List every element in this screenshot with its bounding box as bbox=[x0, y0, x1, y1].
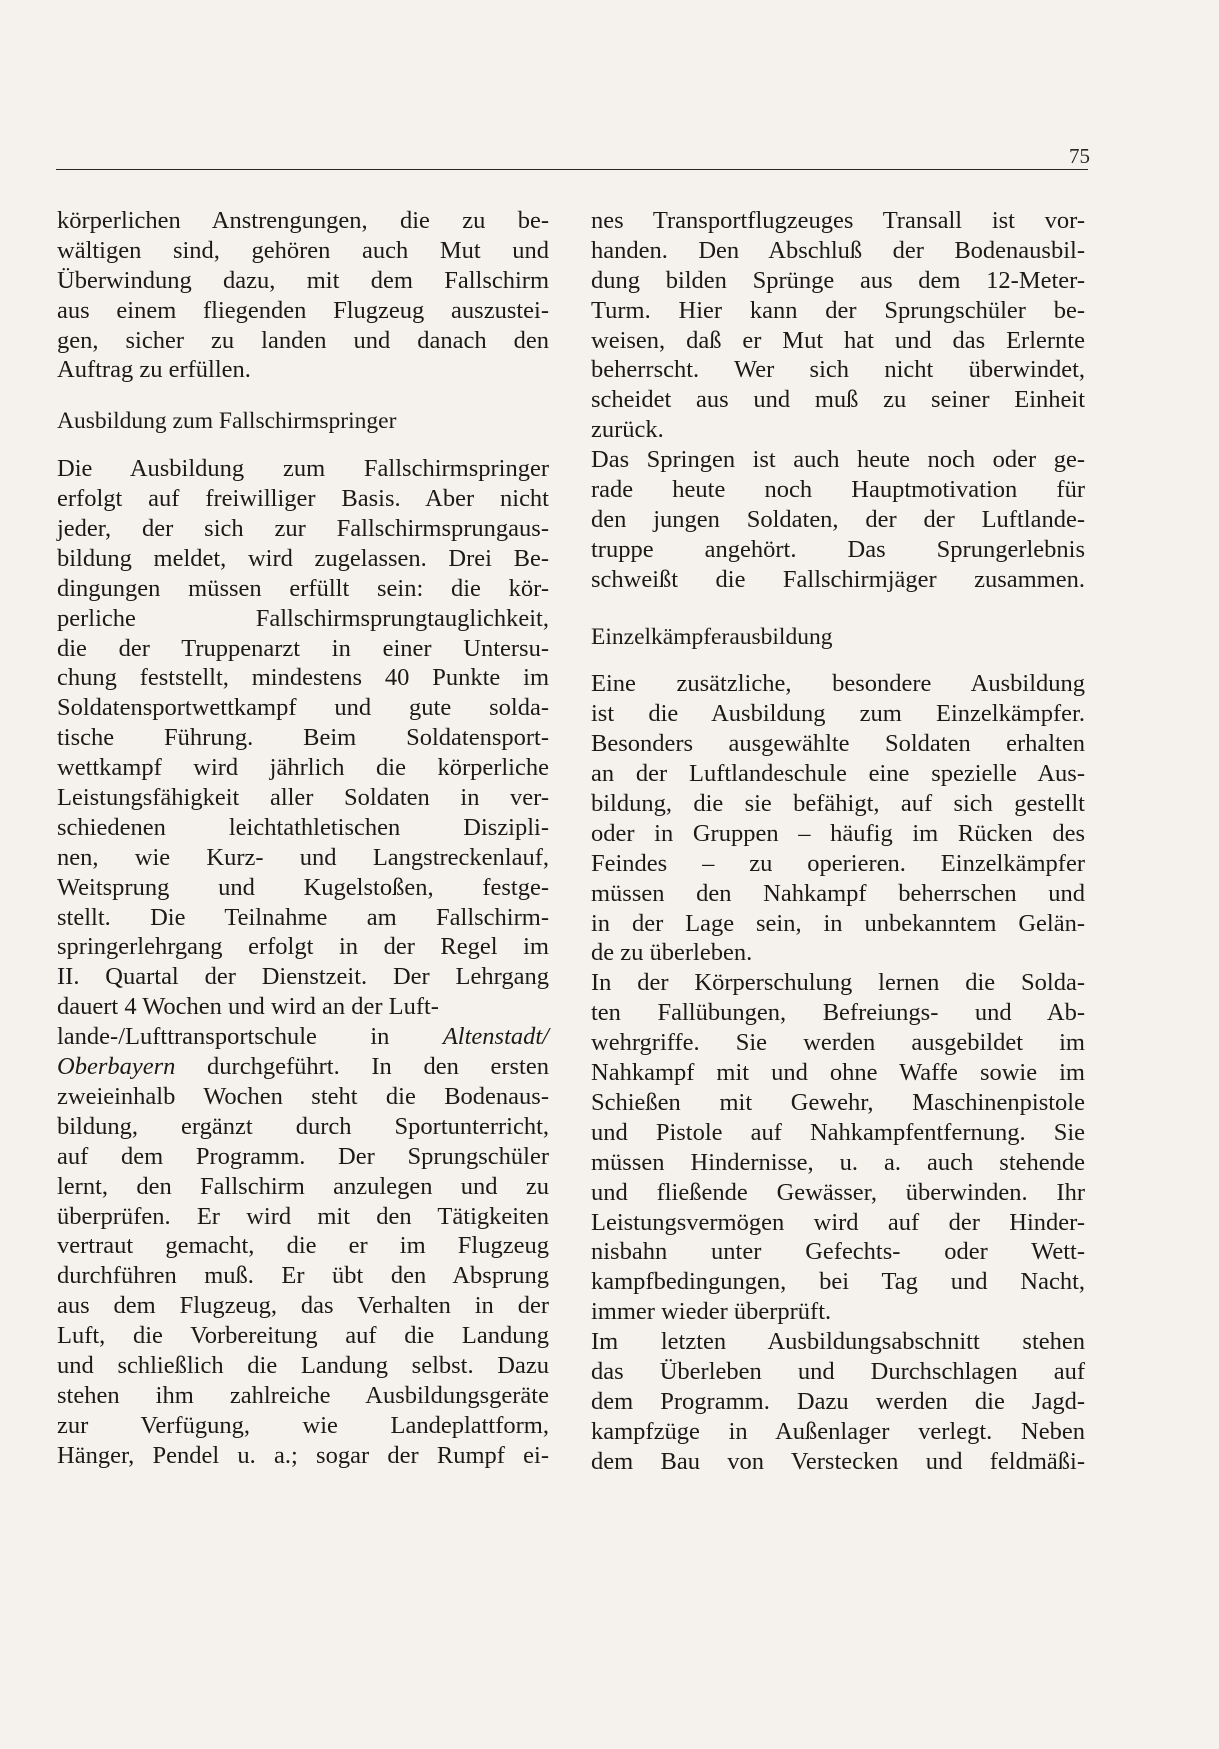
paragraph-line: dung bilden Sprünge aus dem 12-Meter- bbox=[591, 266, 1085, 294]
paragraph-line: jeder, der sich zur Fallschirmsprungaus- bbox=[57, 515, 549, 543]
paragraph-line: kampfbedingungen, bei Tag und Nacht, bbox=[591, 1268, 1085, 1296]
paragraph-line: lande-/Lufttransportschule in Altenstadt/ bbox=[57, 1023, 549, 1051]
paragraph-line: dem Programm. Dazu werden die Jagd- bbox=[591, 1387, 1085, 1415]
paragraph-line: wältigen sind, gehören auch Mut und bbox=[57, 236, 549, 264]
paragraph-line: beherrscht. Wer sich nicht überwindet, bbox=[591, 356, 1085, 384]
left-paragraph-2a bbox=[57, 454, 549, 1022]
right-paragraph-5 bbox=[591, 1327, 1085, 1476]
paragraph-line: stellt. Die Teilnahme am Fallschirm- bbox=[57, 903, 549, 931]
paragraph-line: lernt, den Fallschirm anzulegen und zu bbox=[57, 1172, 549, 1200]
header-rule bbox=[56, 169, 1088, 170]
paragraph-line: aus dem Flugzeug, das Verhalten in der bbox=[57, 1292, 549, 1320]
paragraph-line: bildung, ergänzt durch Sportunterricht, bbox=[57, 1112, 549, 1140]
paragraph-line: bildung, die sie befähigt, auf sich gestellt bbox=[591, 790, 1085, 818]
paragraph-line: nen, wie Kurz- und Langstreckenlauf, bbox=[57, 843, 549, 871]
left-paragraph-2b bbox=[57, 1082, 549, 1471]
paragraph-line: Hänger, Pendel u. a.; sogar der Rumpf ei- bbox=[57, 1441, 549, 1469]
paragraph-line: und fließende Gewässer, überwinden. Ihr bbox=[591, 1178, 1085, 1206]
paragraph-line: chung feststellt, mindestens 40 Punkte im bbox=[57, 664, 549, 692]
left-column bbox=[57, 206, 549, 1471]
paragraph-line: Die Ausbildung zum Fallschirmspringer bbox=[57, 455, 549, 483]
paragraph-line: Nahkampf mit und ohne Waffe sowie im bbox=[591, 1059, 1085, 1087]
paragraph-line: durchführen muß. Er übt den Absprung bbox=[57, 1262, 549, 1290]
paragraph-line: müssen Hindernisse, u. a. auch stehende bbox=[591, 1148, 1085, 1176]
paragraph-line: scheidet aus und muß zu seiner Einheit bbox=[591, 386, 1085, 414]
paragraph-line: aus einem fliegenden Flugzeug auszustei- bbox=[57, 296, 549, 324]
paragraph-line: Leistungsfähigkeit aller Soldaten in ver- bbox=[57, 784, 549, 812]
paragraph-line: ten Fallübungen, Befreiungs- und Ab- bbox=[591, 999, 1085, 1027]
paragraph-line: den jungen Soldaten, der der Luftlande- bbox=[591, 505, 1085, 533]
paragraph-line: Besonders ausgewählte Soldaten erhalten bbox=[591, 730, 1085, 758]
paragraph-line: gen, sicher zu landen und danach den bbox=[57, 326, 549, 354]
paragraph-line: Im letzten Ausbildungsabschnitt stehen bbox=[591, 1328, 1085, 1356]
paragraph-line: zurück. bbox=[591, 416, 664, 444]
paragraph-line: wettkampf wird jährlich die körperliche bbox=[57, 754, 549, 782]
paragraph-line: kampfzüge in Außenlager verlegt. Neben bbox=[591, 1417, 1085, 1445]
paragraph-line: weisen, daß er Mut hat und das Erlernte bbox=[591, 326, 1085, 354]
paragraph-line: rade heute noch Hauptmotivation für bbox=[591, 476, 1085, 504]
paragraph-line: nisbahn unter Gefechts- oder Wett- bbox=[591, 1238, 1085, 1266]
right-column bbox=[591, 206, 1085, 1477]
paragraph-line: Eine zusätzliche, besondere Ausbildung bbox=[591, 670, 1085, 698]
section-heading-einzelkaempfer: Einzelkämpferausbildung bbox=[591, 623, 833, 650]
paragraph-line: Feindes – zu operieren. Einzelkämpfer bbox=[591, 849, 1085, 877]
paragraph-line: das Überleben und Durchschlagen auf bbox=[591, 1357, 1085, 1385]
paragraph-line: II. Quartal der Dienstzeit. Der Lehrgang bbox=[57, 963, 549, 991]
paragraph-line: Schießen mit Gewehr, Maschinenpistole bbox=[591, 1088, 1085, 1116]
left-paragraph-1 bbox=[57, 206, 549, 385]
paragraph-line: müssen den Nahkampf beherrschen und bbox=[591, 879, 1085, 907]
paragraph-line: erfolgt auf freiwilliger Basis. Aber nicht bbox=[57, 485, 549, 513]
place-name-italic: Oberbayern bbox=[57, 1053, 176, 1081]
paragraph-line: Oberbayern durchgeführt. In den ersten bbox=[57, 1053, 549, 1081]
paragraph-line: nes Transportflugzeuges Transall ist vor- bbox=[591, 207, 1085, 234]
paragraph-line: Luft, die Vorbereitung auf die Landung bbox=[57, 1322, 549, 1350]
paragraph-line: oder in Gruppen – häufig im Rücken des bbox=[591, 819, 1085, 847]
paragraph-line: bildung meldet, wird zugelassen. Drei Be- bbox=[57, 544, 549, 572]
paragraph-line: Überwindung dazu, mit dem Fallschirm bbox=[57, 266, 549, 294]
paragraph-line: Soldatensportwettkampf und gute solda- bbox=[57, 694, 549, 722]
paragraph-line: de zu überleben. bbox=[591, 939, 753, 967]
paragraph-line: dauert 4 Wochen und wird an der Luft- bbox=[57, 993, 439, 1021]
paragraph-line: in der Lage sein, in unbekanntem Gelän- bbox=[591, 909, 1085, 937]
paragraph-line: Das Springen ist auch heute noch oder ge- bbox=[591, 446, 1085, 474]
paragraph-line: Weitsprung und Kugelstoßen, festge- bbox=[57, 873, 549, 901]
paragraph-line: zur Verfügung, wie Landeplattform, bbox=[57, 1411, 549, 1439]
paragraph-line: dingungen müssen erfüllt sein: die kör- bbox=[57, 574, 549, 602]
right-paragraph-2 bbox=[591, 445, 1085, 594]
paragraph-line: Turm. Hier kann der Sprungschüler be- bbox=[591, 296, 1085, 324]
paragraph-line: tische Führung. Beim Soldatensport- bbox=[57, 724, 549, 752]
paragraph-line: dem Bau von Verstecken und feldmäßi- bbox=[591, 1447, 1085, 1475]
paragraph-line: und Pistole auf Nahkampfentfernung. Sie bbox=[591, 1118, 1085, 1146]
paragraph-line: immer wieder überprüft. bbox=[591, 1298, 832, 1326]
section-heading-fallschirmspringer: Ausbildung zum Fallschirmspringer bbox=[57, 408, 397, 435]
paragraph-line: schiedenen leichtathletischen Diszipli- bbox=[57, 813, 549, 841]
paragraph-line: körperlichen Anstrengungen, die zu be- bbox=[57, 207, 549, 234]
paragraph-line: auf dem Programm. Der Sprungschüler bbox=[57, 1142, 549, 1170]
paragraph-line: schweißt die Fallschirmjäger zusammen. bbox=[591, 565, 1085, 593]
place-name-italic: Altenstadt/ bbox=[442, 1023, 549, 1051]
paragraph-line: truppe angehört. Das Sprungerlebnis bbox=[591, 535, 1085, 563]
right-paragraph-4 bbox=[591, 968, 1085, 1327]
paragraph-line: ist die Ausbildung zum Einzelkämpfer. bbox=[591, 700, 1085, 728]
right-paragraph-3 bbox=[591, 669, 1085, 968]
paragraph-line: springerlehrgang erfolgt in der Regel im bbox=[57, 933, 549, 961]
paragraph-line: stehen ihm zahlreiche Ausbildungsgeräte bbox=[57, 1381, 549, 1409]
paragraph-line: Leistungsvermögen wird auf der Hinder- bbox=[591, 1208, 1085, 1236]
paragraph-line: perliche Fallschirmsprungtauglichkeit, bbox=[57, 604, 549, 632]
right-paragraph-1 bbox=[591, 206, 1085, 445]
paragraph-line: an der Luftlandeschule eine spezielle Aus- bbox=[591, 760, 1085, 788]
paragraph-line: vertraut gemacht, die er im Flugzeug bbox=[57, 1232, 549, 1260]
paragraph-line: zweieinhalb Wochen steht die Bodenaus- bbox=[57, 1082, 549, 1110]
paragraph-line: In der Körperschulung lernen die Solda- bbox=[591, 969, 1085, 997]
paragraph-line: die der Truppenarzt in einer Untersu- bbox=[57, 634, 549, 662]
page-number: 75 bbox=[1069, 144, 1090, 168]
paragraph-line: Auftrag zu erfüllen. bbox=[57, 356, 251, 384]
paragraph-line: überprüfen. Er wird mit den Tätigkeiten bbox=[57, 1202, 549, 1230]
paragraph-line: handen. Den Abschluß der Bodenausbil- bbox=[591, 236, 1085, 264]
paragraph-line: und schließlich die Landung selbst. Dazu bbox=[57, 1351, 549, 1379]
paragraph-line: wehrgriffe. Sie werden ausgebildet im bbox=[591, 1029, 1085, 1057]
